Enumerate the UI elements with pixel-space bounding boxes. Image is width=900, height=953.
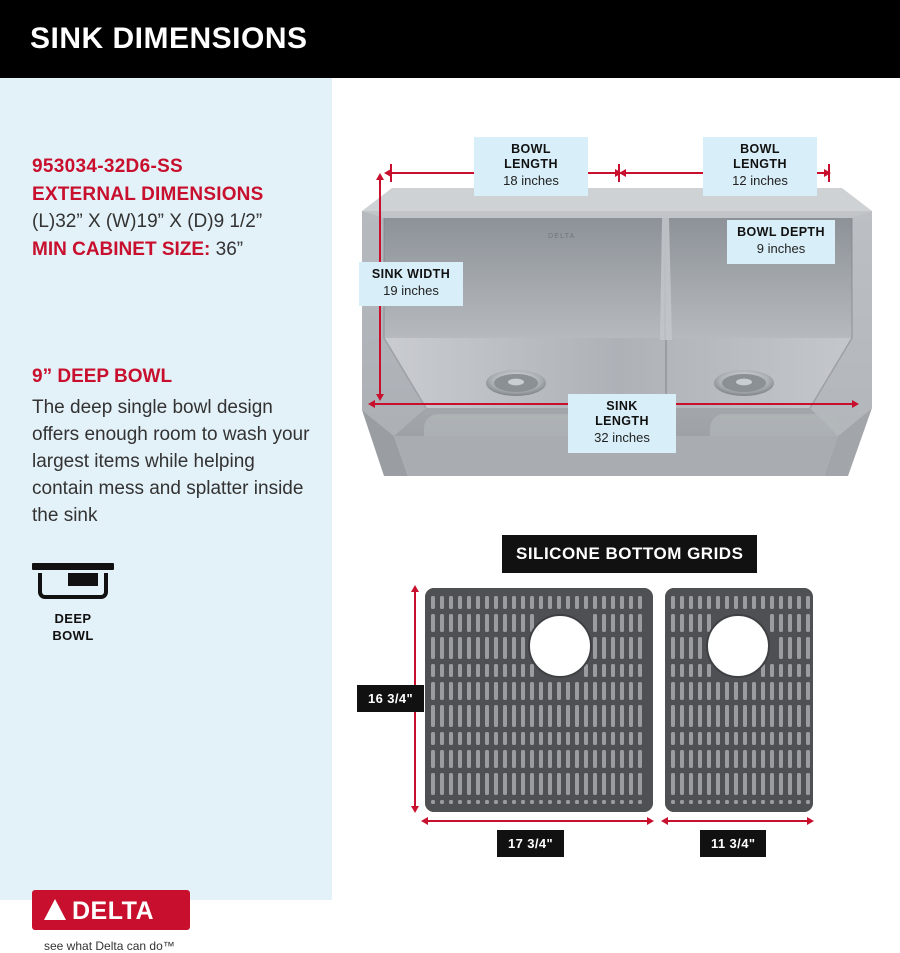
- sink-illustration: [332, 78, 900, 518]
- page-title: SINK DIMENSIONS: [30, 22, 308, 55]
- label-grid-small-width: 11 3/4": [700, 830, 766, 857]
- callout-bowl-length-left: BOWL LENGTH 18 inches: [474, 137, 588, 196]
- deep-bowl-caption-line1: DEEP: [54, 611, 92, 626]
- drain-left: [486, 370, 546, 396]
- silicone-grid-small: [665, 588, 813, 812]
- info-sidebar: [0, 78, 332, 953]
- label-grid-height: 16 3/4": [357, 685, 424, 712]
- label-grid-big-width: 17 3/4": [497, 830, 564, 857]
- deep-bowl-caption-line2: BOWL: [52, 628, 94, 643]
- min-cabinet-size: [32, 239, 243, 261]
- delta-tagline: see what Delta can do™: [44, 939, 175, 953]
- deep-bowl-icon-caption: [32, 610, 114, 644]
- callout-bowl-depth: BOWL DEPTH 9 inches: [727, 220, 835, 264]
- external-dimensions-value: (L)32” X (W)19” X (D)9 1/2”: [32, 211, 263, 232]
- svg-text:DELTA: DELTA: [548, 233, 576, 240]
- min-cabinet-label: MIN CABINET SIZE:: [32, 239, 211, 260]
- page-header: [0, 0, 900, 78]
- drain-right: [714, 370, 774, 396]
- grids-section-title: SILICONE BOTTOM GRIDS: [502, 535, 757, 573]
- feature-body: The deep single bowl design offers enough room to wash your largest items while helping contain mess and splatter inside the sink: [32, 397, 310, 526]
- external-dimensions-label: EXTERNAL DIMENSIONS: [32, 184, 264, 205]
- diagram-area: [332, 78, 900, 900]
- feature-heading: 9” DEEP BOWL: [32, 366, 173, 387]
- callout-bowl-length-right: BOWL LENGTH 12 inches: [703, 137, 817, 196]
- delta-wordmark: DELTA: [72, 897, 155, 925]
- delta-logo: [32, 890, 190, 930]
- model-number: 953034-32D6-SS: [32, 156, 184, 177]
- callout-sink-width: SINK WIDTH 19 inches: [359, 262, 463, 306]
- delta-triangle-icon: [44, 899, 66, 920]
- dim-line-grid-big-width: [427, 820, 651, 822]
- silicone-grid-large: [425, 588, 653, 812]
- deep-bowl-icon: [32, 563, 114, 603]
- min-cabinet-value: 36”: [215, 239, 244, 260]
- dim-line-grid-small-width: [667, 820, 811, 822]
- callout-sink-length: SINK LENGTH 32 inches: [568, 394, 676, 453]
